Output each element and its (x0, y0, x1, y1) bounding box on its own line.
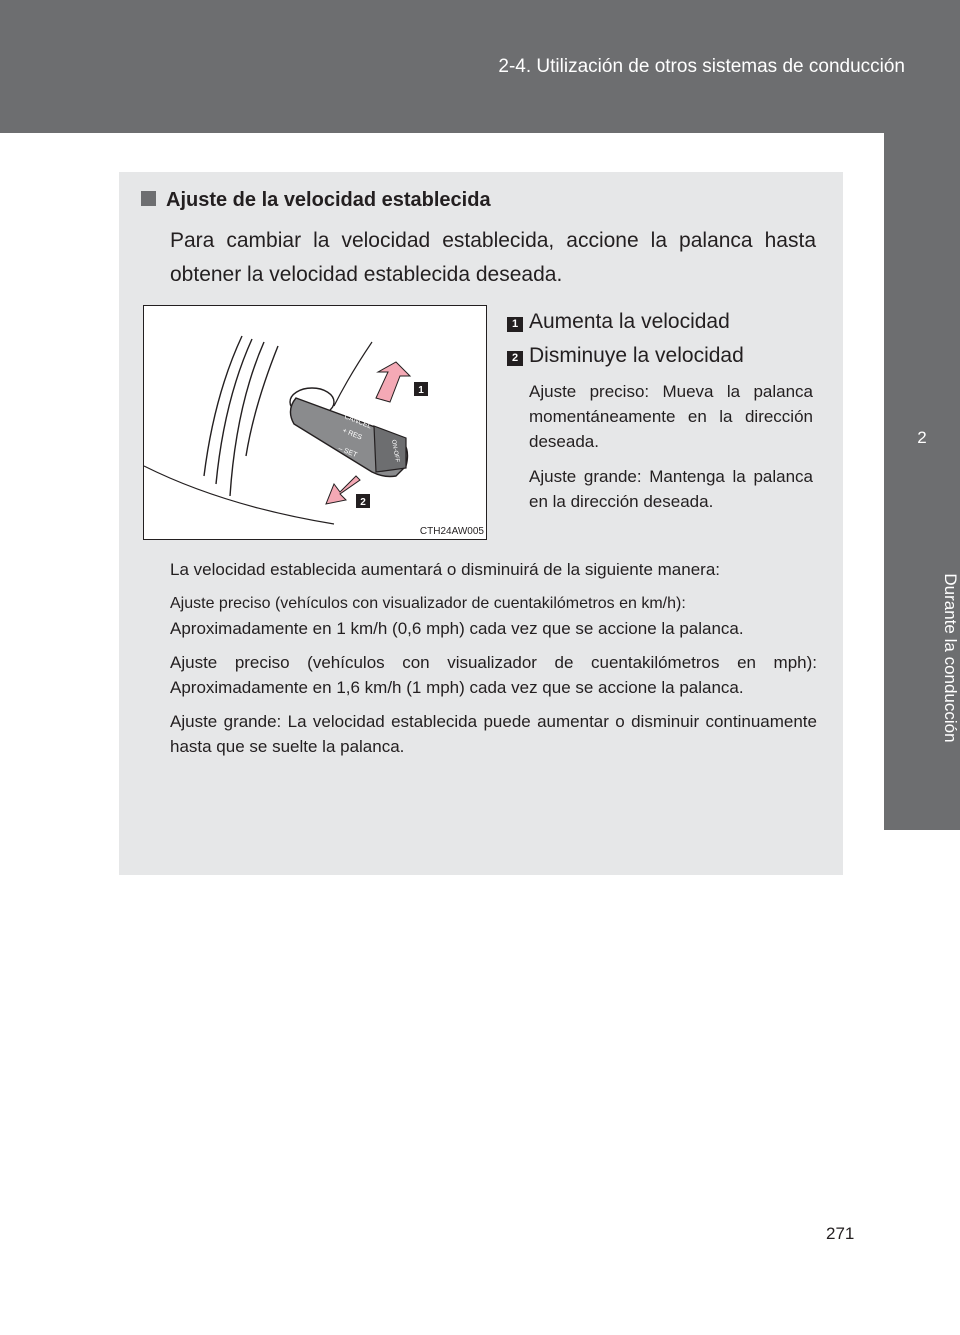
callout-1-text: 1 (418, 385, 424, 396)
column-curve (334, 342, 372, 406)
lever-cancel-label: CANCEL (343, 413, 373, 431)
notes-block (170, 557, 817, 768)
note-paragraph: Ajuste preciso (vehículos con visualizador de cuentakilómetros en mph): Aproximadamente en 1,6 km/h (1 mph) cada vez que se accione la palanca. (170, 653, 817, 697)
section-intro: Para cambiar la velocidad establecida, accione la palanca hasta obtener la velocidad establecida deseada. (170, 229, 816, 286)
section-title-text: Ajuste de la velocidad establecida (166, 189, 491, 211)
page-number: 271 (826, 1224, 855, 1243)
down-arrow-icon (326, 476, 360, 504)
note-body: Aproximadamente en 1 km/h (0,6 mph) cada vez que se accione la palanca. (170, 619, 744, 638)
header-band (0, 0, 960, 133)
note-paragraph: La velocidad establecida aumentará o disminuirá de la siguiente manera: (170, 560, 721, 579)
lever-onoff-label: ON-OFF (390, 439, 400, 463)
chapter-number: 2 (917, 428, 927, 447)
figure-legend (507, 305, 813, 514)
fine-adjust-detail: Ajuste preciso: Mueva la palanca momentáneamente en la dirección deseada. (529, 382, 813, 451)
square-bullet-icon (141, 191, 156, 206)
wheel-curve (246, 346, 278, 456)
column-curve (144, 466, 334, 524)
legend-item-increase (507, 305, 813, 339)
note-lead: Ajuste preciso (vehículos con visualizador de cuentakilómetros en km/h): (170, 595, 686, 612)
side-tab-chapter (884, 385, 960, 515)
wheel-curve (204, 336, 242, 476)
wheel-curve (230, 342, 264, 496)
figure-code: CTH24AW005 (419, 526, 484, 537)
legend-label: Aumenta la velocidad (529, 310, 730, 333)
header-title: 2-4. Utilización de otros sistemas de conducción (498, 56, 905, 77)
legend-label: Disminuye la velocidad (529, 344, 744, 367)
content-box (119, 172, 843, 875)
legend-badge: 2 (507, 351, 523, 366)
lever-res-label: + RES (341, 427, 363, 442)
side-tab-top (884, 133, 960, 385)
lever-illustration (144, 306, 486, 539)
lever-set-label: – SET (337, 445, 358, 460)
chapter-label: Durante la conducción (941, 573, 960, 743)
note-paragraph (170, 591, 817, 641)
wheel-curve (216, 339, 252, 484)
up-arrow-icon (376, 362, 410, 402)
lever-head (374, 426, 406, 472)
legend-badge: 1 (507, 317, 523, 332)
note-paragraph: Ajuste grande: La velocidad establecida puede aumentar o disminuir continuamente hasta que se suelte la palanca. (170, 712, 817, 756)
chapter-side-tab (884, 133, 960, 1333)
legend-item-decrease (507, 339, 813, 373)
section-title (141, 189, 491, 212)
lever-figure (143, 305, 487, 540)
callout-2-text: 2 (360, 497, 366, 508)
coarse-adjust-detail: Ajuste grande: Mantenga la palanca en la dirección deseada. (529, 467, 813, 511)
